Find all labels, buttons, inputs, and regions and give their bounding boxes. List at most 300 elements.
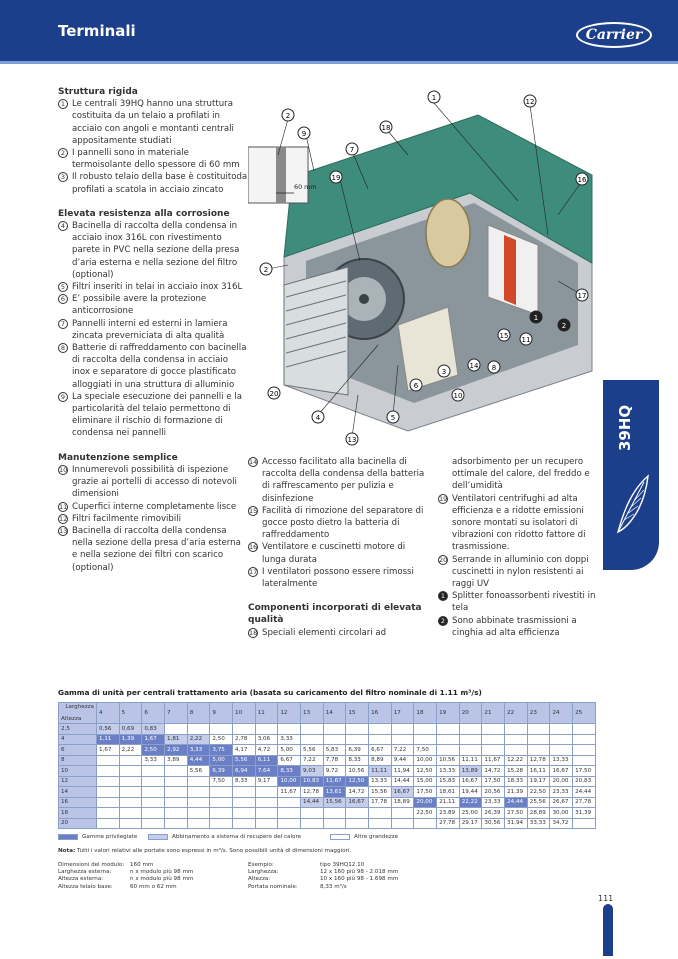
feature-item [248, 566, 428, 590]
table-cell: 26,67 [550, 797, 573, 808]
table-cell [233, 808, 256, 819]
callout-1: 1 [431, 94, 437, 102]
table-cell: 20,83 [573, 776, 596, 787]
spec-row [248, 876, 398, 883]
callout-7: 7 [349, 146, 355, 154]
table-row [59, 766, 596, 777]
feature-number-badge [438, 590, 450, 614]
table-cell: 8,33 [346, 755, 369, 766]
table-cell: 6,67 [278, 755, 301, 766]
feature-text: Cuperfici interne completamente lisce [72, 501, 237, 512]
table-cell: 14,72 [482, 766, 505, 777]
table-cell: 11,94 [391, 766, 414, 777]
table-cell [233, 724, 256, 735]
table-cell: 15,56 [369, 787, 392, 798]
table-cell [369, 724, 392, 735]
height-header: 6 [59, 745, 97, 756]
table-cell [369, 734, 392, 745]
table-cell [301, 724, 324, 735]
table-cell: 12,50 [414, 766, 437, 777]
table-cell: 27,78 [437, 818, 460, 829]
table-cell [346, 808, 369, 819]
corner-height-label: Altezza [61, 716, 82, 722]
table-cell: 7,50 [210, 776, 233, 787]
feature-item [58, 464, 248, 501]
feature-number: 11 [59, 502, 68, 511]
table-cell: 10,83 [301, 776, 324, 787]
table-cell [391, 724, 414, 735]
feature-number: 18 [249, 628, 258, 637]
feature-item [58, 525, 248, 574]
callout-2-side: 2 [263, 266, 269, 274]
table-cell: 19,44 [459, 787, 482, 798]
table-row [59, 776, 596, 787]
table-cell [323, 734, 346, 745]
callout-3: 3 [441, 368, 447, 376]
feature-item [438, 493, 598, 554]
table-cell: 5,00 [278, 745, 301, 756]
table-cell [187, 787, 210, 798]
spec-value: 60 mm o 62 mm [130, 883, 177, 890]
feature-number-badge [58, 464, 70, 501]
table-cell [437, 724, 460, 735]
table-cell [573, 745, 596, 756]
table-cell [573, 734, 596, 745]
width-header: 22 [505, 703, 528, 724]
width-header: 23 [527, 703, 550, 724]
table-cell [527, 745, 550, 756]
width-header: 11 [255, 703, 278, 724]
table-row [59, 787, 596, 798]
table-cell [119, 787, 142, 798]
width-header: 12 [278, 703, 301, 724]
feature-text: Innumerevoli possibilità di ispezione grazie ai portelli di accesso di notevoli dimensioni [72, 464, 237, 500]
header-rule [0, 61, 678, 64]
width-header: 6 [142, 703, 165, 724]
unit-range-table [58, 702, 596, 829]
table-cell [301, 818, 324, 829]
width-header: 16 [369, 703, 392, 724]
table-cell: 3,06 [255, 734, 278, 745]
table-cell [210, 818, 233, 829]
table-cell: 0,69 [119, 724, 142, 735]
spec-key: Altezza telaio base: [58, 883, 113, 890]
table-cell: 6,67 [369, 745, 392, 756]
height-header: 8 [59, 755, 97, 766]
table-cell: 30,00 [550, 808, 573, 819]
table-cell [391, 734, 414, 745]
feature-number: 1 [58, 99, 68, 109]
table-cell [573, 724, 596, 735]
legend-swatch-heat-recovery [148, 834, 168, 840]
table-note [58, 848, 351, 854]
feature-item [248, 505, 428, 542]
heading-simple-maintenance: Manutenzione semplice [58, 452, 178, 463]
callout-9: 9 [301, 130, 307, 138]
table-cell [301, 808, 324, 819]
table-cell: 5,83 [323, 745, 346, 756]
table-cell: 1,11 [97, 734, 120, 745]
table-cell: 2,22 [187, 734, 210, 745]
table-cell [323, 724, 346, 735]
callout-6: 6 [413, 382, 419, 390]
table-cell [210, 724, 233, 735]
table-cell [346, 734, 369, 745]
table-cell [119, 755, 142, 766]
feature-item [58, 281, 248, 293]
feature-item [58, 513, 248, 525]
width-header: 8 [187, 703, 210, 724]
ahu-cutaway-illustration [248, 85, 598, 447]
heading-rigid-structure: Struttura rigida [58, 87, 138, 97]
table-cell: 6,94 [233, 766, 256, 777]
feature-number-badge [58, 342, 70, 391]
table-cell [459, 745, 482, 756]
table-cell: 14,72 [346, 787, 369, 798]
table-cell: 18,33 [505, 776, 528, 787]
table-cell [414, 818, 437, 829]
table-cell [97, 808, 120, 819]
table-cell: 33,33 [527, 818, 550, 829]
table-cell: 10,56 [437, 755, 460, 766]
table-cell: 14,44 [391, 776, 414, 787]
table-cell: 7,22 [301, 755, 324, 766]
range-table-title: Gamma di unità per centrali trattamento aria (basata su caricamento del filtro nominale di 1.11 m³/s) [58, 688, 482, 697]
feature-number: 8 [58, 343, 68, 353]
table-cell [550, 745, 573, 756]
feature-text: Bacinella di raccolta della condensa in acciaio inox 316L con rivestimento parete in PVC nella sezione della presa d’aria esterna e nella sezione del filtro (optional) [72, 221, 240, 280]
callout-12: 12 [525, 98, 535, 106]
table-cell: 23,33 [482, 797, 505, 808]
feature-number-badge [58, 147, 70, 171]
table-cell [550, 724, 573, 735]
feature-text: Facilità di rimozione del separatore di gocce posto dietro la batteria di raffreddamento [262, 505, 424, 541]
height-header: 14 [59, 787, 97, 798]
spec-key: Larghezza: [248, 869, 279, 876]
page-title: Terminali [58, 22, 136, 40]
features-column-1 [58, 86, 248, 574]
table-cell [346, 724, 369, 735]
table-cell [573, 755, 596, 766]
table-cell [233, 797, 256, 808]
feature-number-badge [58, 513, 70, 525]
table-cell [165, 724, 188, 735]
feature-number-badge [58, 220, 70, 281]
spec-key: Altezza: [248, 876, 271, 883]
heading-quality-components: Componenti incorporati di elevata qualità [248, 603, 422, 626]
table-cell: 14,44 [301, 797, 324, 808]
feature-number: 16 [249, 543, 258, 552]
spec-key: Larghezza esterna: [58, 869, 112, 876]
feature-number: 4 [58, 221, 68, 231]
legend-label-preferred: Gamme privilegiate [82, 834, 138, 840]
table-cell: 5,56 [187, 766, 210, 777]
table-cell: 7,78 [323, 755, 346, 766]
feature-text: Le centrali 39HQ hanno una struttura costituita da un telaio a profilati in acciaio con angoli e montanti centrali appositamente studiati [72, 99, 234, 146]
callout-filled-2: 2 [561, 322, 567, 330]
table-cell: 29,17 [459, 818, 482, 829]
table-cell: 4,44 [187, 755, 210, 766]
table-cell: 8,33 [278, 766, 301, 777]
feature-number-badge [248, 456, 260, 505]
width-header: 24 [550, 703, 573, 724]
table-cell [278, 724, 301, 735]
width-header: 17 [391, 703, 414, 724]
table-cell: 15,83 [437, 776, 460, 787]
width-header: 5 [119, 703, 142, 724]
feature-number-badge [58, 281, 70, 293]
feature-number-badge [58, 391, 70, 440]
feature-number: 3 [58, 172, 68, 182]
table-cell [391, 808, 414, 819]
width-header: 7 [165, 703, 188, 724]
table-cell: 17,78 [369, 797, 392, 808]
page-bar [603, 904, 613, 956]
feature-number: 14 [249, 458, 258, 466]
feature-item [438, 590, 598, 614]
table-cell [437, 745, 460, 756]
table-cell [187, 724, 210, 735]
callout-19: 19 [331, 174, 341, 182]
width-header: 13 [301, 703, 324, 724]
table-cell: 13,33 [437, 766, 460, 777]
spec-value: 12 x 160 più 98 - 2.018 mm [320, 869, 399, 876]
feature-number-badge [438, 493, 450, 554]
table-cell: 22,22 [459, 797, 482, 808]
table-cell [255, 808, 278, 819]
table-cell: 3,33 [187, 745, 210, 756]
table-cell: 9,44 [391, 755, 414, 766]
table-cell: 8,33 [233, 776, 256, 787]
table-cell [323, 818, 346, 829]
width-header: 19 [437, 703, 460, 724]
table-row [59, 755, 596, 766]
table-cell: 16,67 [550, 766, 573, 777]
table-cell [165, 797, 188, 808]
spec-value: 8,33 m³/s [320, 883, 347, 890]
feature-text: Pannelli interni ed esterni in lamiera zincata preverniciata di alta qualità [72, 318, 228, 341]
feature-item [248, 541, 428, 565]
table-cell: 13,33 [550, 755, 573, 766]
table-cell [527, 724, 550, 735]
table-cell [255, 724, 278, 735]
width-header: 14 [323, 703, 346, 724]
table-cell [187, 818, 210, 829]
feature-number-badge [248, 566, 260, 590]
table-cell: 7,50 [414, 745, 437, 756]
table-cell: 16,67 [391, 787, 414, 798]
feature-text: Speciali elementi circolari ad [262, 627, 387, 638]
table-cell: 12,78 [527, 755, 550, 766]
feature-item [58, 391, 248, 440]
table-cell [482, 745, 505, 756]
table-cell: 12,22 [505, 755, 528, 766]
table-cell: 24,44 [573, 787, 596, 798]
callout-15: 15 [499, 332, 509, 340]
table-cell: 6,11 [255, 755, 278, 766]
table-cell: 23,89 [437, 808, 460, 819]
table-cell: 11,67 [278, 787, 301, 798]
table-cell [187, 808, 210, 819]
table-cell [369, 818, 392, 829]
table-cell: 16,11 [527, 766, 550, 777]
heading-corrosion-resistance: Elevata resistenza alla corrosione [58, 208, 230, 219]
table-cell: 20,00 [550, 776, 573, 787]
table-cell: 31,94 [505, 818, 528, 829]
features-column-3 [438, 456, 598, 639]
table-cell: 3,33 [278, 734, 301, 745]
table-cell: 27,50 [505, 808, 528, 819]
table-cell [165, 776, 188, 787]
feature-number-badge [438, 554, 450, 591]
feature-number-badge [58, 171, 70, 195]
table-row [59, 734, 596, 745]
table-cell: 34,72 [550, 818, 573, 829]
section-tab-label: 39HQ [616, 404, 634, 452]
feature-number: 10 [59, 465, 68, 474]
width-header: 15 [346, 703, 369, 724]
feature-text: La speciale esecuzione dei pannelli e la particolarità del telaio permettono di eliminare il rischio di formazione di condensa nei pannelli [72, 391, 242, 439]
height-header: 18 [59, 808, 97, 819]
feature-number: 9 [58, 392, 68, 402]
table-cell: 15,56 [323, 797, 346, 808]
feature-number: 5 [58, 282, 68, 292]
feature-number: 19 [439, 494, 448, 503]
callout-13: 13 [347, 436, 357, 444]
table-cell [187, 776, 210, 787]
table-cell: 8,89 [369, 755, 392, 766]
table-cell: 4,17 [233, 745, 256, 756]
spec-key: Altezza esterna: [58, 876, 104, 883]
feature-number-badge [58, 525, 70, 574]
table-cell [414, 734, 437, 745]
table-cell [482, 724, 505, 735]
feature-number-badge [438, 615, 450, 639]
table-cell [97, 787, 120, 798]
table-cell [278, 797, 301, 808]
table-cell [142, 797, 165, 808]
table-cell [165, 787, 188, 798]
feature-item [58, 293, 248, 317]
table-cell: 10,56 [346, 766, 369, 777]
table-row [59, 724, 596, 735]
height-header: 20 [59, 818, 97, 829]
example-specs [248, 862, 398, 891]
table-cell [210, 797, 233, 808]
table-cell: 10,00 [278, 776, 301, 787]
feature-number: 12 [59, 514, 68, 523]
table-cell: 3,33 [142, 755, 165, 766]
table-row [59, 818, 596, 829]
table-row [59, 797, 596, 808]
feature-item [58, 342, 248, 391]
table-cell: 15,28 [505, 766, 528, 777]
spec-value: 10 x 160 più 98 - 1.698 mm [320, 876, 399, 883]
feature-text: E’ possibile avere la protezione anticorrosione [72, 294, 207, 317]
table-cell [119, 797, 142, 808]
spec-value: n x modulo più 98 mm [130, 869, 194, 876]
table-cell [255, 818, 278, 829]
table-cell: 20,56 [482, 787, 505, 798]
feature-number-badge [248, 627, 260, 639]
table-cell [233, 787, 256, 798]
table-cell: 1,67 [97, 745, 120, 756]
table-cell: 1,67 [142, 734, 165, 745]
spec-key: Dimensioni del modulo: [58, 862, 125, 868]
table-cell [187, 797, 210, 808]
table-cell: 25,00 [459, 808, 482, 819]
feature-text: I pannelli sono in materiale termoisolante dello spessore di 60 mm [72, 148, 240, 171]
feature-text: I ventilatori possono essere rimossi lateralmente [262, 566, 414, 590]
table-cell [165, 818, 188, 829]
feature-text: Il robusto telaio della base è costituitoda profilati a scatola in acciaio zincato [72, 172, 248, 195]
table-cell [142, 776, 165, 787]
carrier-logo: Carrier [576, 22, 652, 48]
corner-width-label: Larghezza [65, 704, 94, 710]
table-cell [97, 818, 120, 829]
table-cell: 2,22 [119, 745, 142, 756]
feature-number: 20 [439, 555, 448, 564]
feature-text: Ventilatore e cuscinetti motore di lunga durata [262, 542, 406, 565]
callout-17: 17 [577, 292, 587, 300]
callout-14: 14 [469, 362, 479, 370]
table-row [59, 808, 596, 819]
table-cell: 18,61 [437, 787, 460, 798]
table-cell: 6,39 [346, 745, 369, 756]
width-header: 4 [97, 703, 120, 724]
feature-number-badge [58, 293, 70, 317]
feature-number-badge [58, 501, 70, 513]
table-cell: 13,33 [369, 776, 392, 787]
table-cell [369, 808, 392, 819]
table-cell [459, 724, 482, 735]
feature-text: Bacinella di raccolta della condensa nella sezione della presa d’aria esterna e nella sezione dei filtri con scarico (optional) [72, 525, 241, 573]
legend-label-other: Altre grandezze [354, 834, 399, 840]
table-cell [97, 766, 120, 777]
callout-10: 10 [453, 392, 463, 400]
table-cell: 2,50 [142, 745, 165, 756]
page-number: 111 [598, 894, 614, 903]
feature-item [438, 554, 598, 591]
callout-5: 5 [390, 414, 396, 422]
callout-11: 11 [521, 336, 531, 344]
table-cell [391, 818, 414, 829]
table-cell [505, 724, 528, 735]
width-header: 18 [414, 703, 437, 724]
table-cell: 21,11 [437, 797, 460, 808]
table-cell [119, 818, 142, 829]
spec-value: 160 mm [130, 862, 154, 868]
table-row [59, 745, 596, 756]
feature-number: 15 [249, 506, 258, 515]
table-cell [233, 818, 256, 829]
table-cell: 9,03 [301, 766, 324, 777]
width-header: 9 [210, 703, 233, 724]
legend-swatch-other [330, 834, 350, 840]
table-cell: 12,50 [346, 776, 369, 787]
width-header: 20 [459, 703, 482, 724]
table-cell: 22,50 [414, 808, 437, 819]
note-text: Tutti i valori relativi alle portate sono espressi in m³/s. Sono possibili unità di dimensioni maggiori. [75, 848, 352, 854]
table-cell: 27,78 [573, 797, 596, 808]
table-cell [482, 734, 505, 745]
table-cell: 30,56 [482, 818, 505, 829]
callout-4: 4 [315, 414, 321, 422]
table-cell: 9,17 [255, 776, 278, 787]
table-cell: 24,44 [505, 797, 528, 808]
features-column-2 [248, 456, 428, 639]
spec-key: Esempio: [248, 862, 274, 868]
